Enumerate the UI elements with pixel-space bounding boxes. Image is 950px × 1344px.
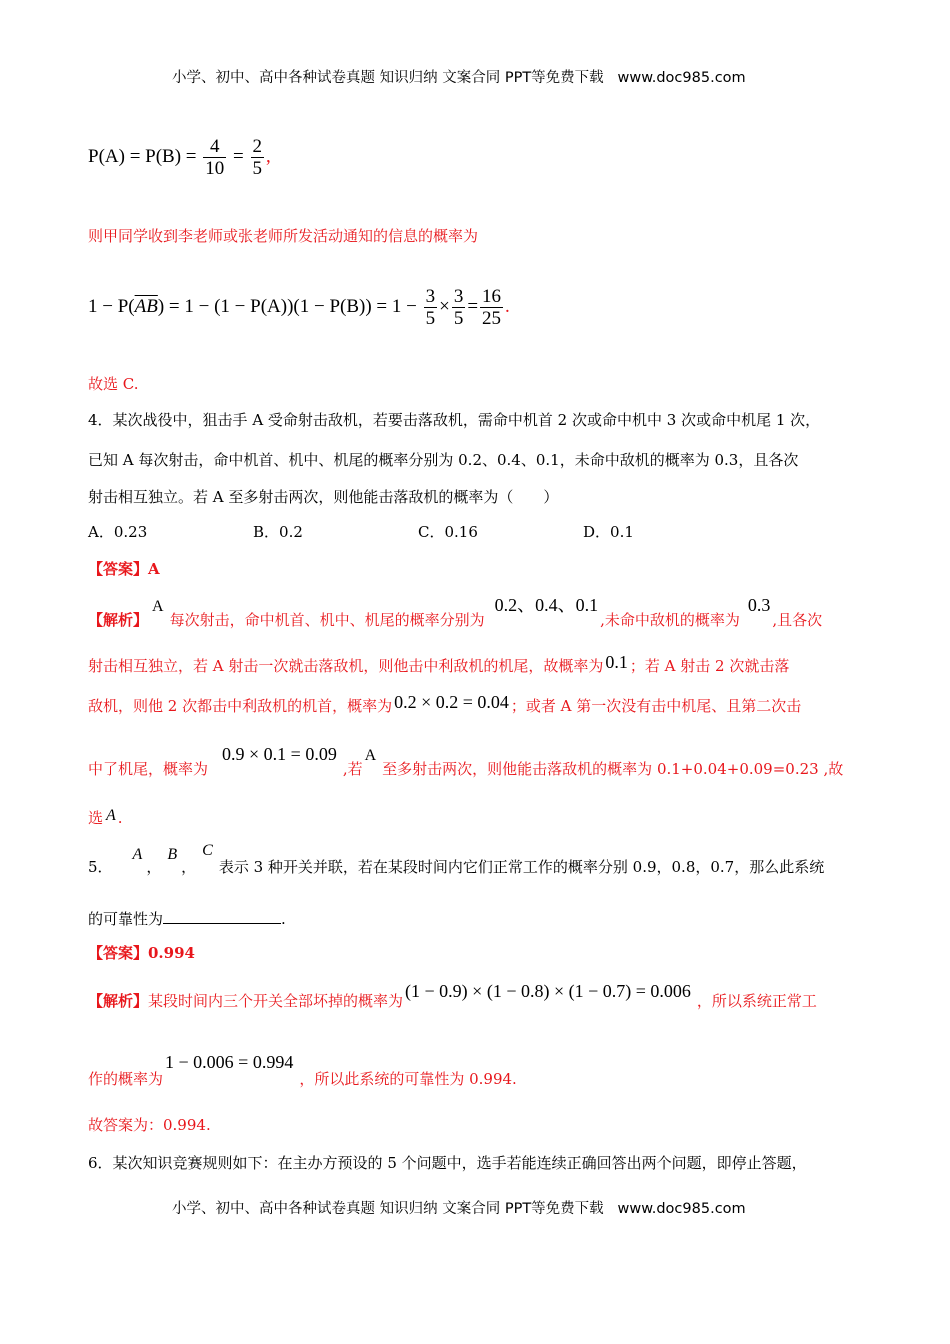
sep: ， [181, 858, 197, 876]
q4-answer: 【答案】A [88, 560, 160, 578]
q5-number: 5． [88, 858, 113, 876]
fraction-16-25 [480, 286, 503, 329]
q5-stem-text: 的可靠性为 [88, 910, 164, 928]
expl-text: ；若 A 射击 2 次就击落 [629, 657, 790, 675]
q6-stem-line1: 6．某次知识竞赛规则如下：在主办方预设的 5 个问题中，选手若能连续正确回答出两个问题，即停止答题， [88, 1154, 807, 1172]
expl-text: ,若 [342, 760, 363, 778]
q4-expl-line5 [88, 807, 123, 828]
eq2-lhs-post: ) = 1 − (1 − P(A))(1 − P(B)) = 1 − [157, 295, 417, 317]
expl-text: 敌机，则他 2 次都击中利敌机的机首，概率为 [88, 697, 393, 715]
var-b: B [167, 846, 178, 863]
frac-den: 25 [482, 308, 502, 329]
q5-expl-line1 [88, 981, 817, 1011]
equation-pa-pb [88, 136, 271, 179]
math-0-994: 1 − 0.006 = 0.994 [165, 1052, 294, 1072]
math-product: (1 − 0.9) × (1 − 0.8) × (1 − 0.7) = 0.006 [405, 981, 691, 1001]
footer-site: www.doc985.com [617, 1201, 746, 1217]
math-0-3: 0.3 [747, 595, 771, 615]
q5-expl-line2 [88, 1052, 517, 1089]
q5-stem-line2 [88, 908, 286, 929]
frac-den: 10 [205, 158, 225, 179]
math-a: A [152, 598, 164, 615]
frac-num: 2 [252, 136, 262, 157]
fraction-3-5-b [452, 286, 466, 329]
q4-expl-line1 [88, 595, 823, 631]
eq2-times: × [439, 295, 450, 317]
eq2-equals: = [467, 295, 479, 317]
eq2-tail: . [505, 295, 510, 317]
frac-den: 5 [425, 308, 436, 329]
math-0-1: 0.1 [605, 652, 628, 672]
q4-option-c: C．0.16 [418, 523, 478, 541]
answer-blank [163, 909, 281, 924]
frac-num: 3 [425, 286, 436, 307]
math-0-04: 0.2 × 0.2 = 0.04 [394, 692, 509, 712]
q5-stem-line1 [88, 842, 825, 877]
frac-num: 3 [453, 286, 464, 307]
math-a: A [364, 747, 377, 764]
expl-text: 中了机尾，概率为 [88, 760, 209, 778]
eq2-overline-ab: $\overline{AB}$ [134, 295, 158, 317]
fraction-3-5-a [424, 286, 438, 329]
eq2-lhs-pre: 1 − P( [88, 295, 135, 317]
q4-option-a: A．0.23 [88, 523, 148, 541]
q4-stem-line2: 已知 A 每次射击，命中机首、机中、机尾的概率分别为 0.2、0.4、0.1，未命中敌机的概率为 0.3，且各次 [88, 451, 799, 469]
eq1-equals: = [233, 145, 244, 167]
math-0-09: 0.9 × 0.1 = 0.09 [222, 744, 337, 764]
expl-text: ，所以此系统的可靠性为 0.994. [299, 1070, 517, 1088]
eq1-tail: , [266, 145, 271, 167]
equation-complement [88, 286, 510, 329]
q4-expl-line2 [88, 652, 790, 676]
q5-stem-end: . [281, 910, 286, 928]
math-a-italic: A [106, 807, 116, 824]
fraction-4-10 [203, 136, 226, 179]
q4-stem-line3: 射击相互独立。若 A 至多射击两次，则他能击落敌机的概率为（ ） [88, 488, 559, 506]
q4-stem-line1: 4．某次战役中，狙击手 A 受命射击敌机，若要击落敌机，需命中机首 2 次或命中机中 3 次或命中机尾 1 次， [88, 411, 821, 429]
frac-den: 5 [453, 308, 464, 329]
q5-stem-text: 表示 3 种开关并联，若在某段时间内它们正常工作的概率分别 0.9，0.8，0.7，那么此系统 [218, 858, 825, 876]
q3-explanation-line: 则甲同学收到李老师或张老师所发活动通知的信息的概率为 [88, 227, 479, 245]
expl-text: ，所以系统正常工 [696, 992, 817, 1010]
frac-num: 16 [482, 286, 502, 307]
expl-text: ,且各次 [772, 611, 823, 629]
header-text: 小学、初中、高中各种试卷真题 知识归纳 文案合同 PPT等免费下载 [172, 70, 604, 86]
q4-option-d: D．0.1 [583, 523, 634, 541]
fraction-2-5 [251, 136, 265, 179]
q5-answer: 【答案】0.994 [88, 944, 195, 962]
frac-den: 5 [252, 158, 262, 179]
page-footer [172, 1197, 746, 1218]
expl-text: 某段时间内三个开关全部坏掉的概率为 [148, 992, 404, 1010]
expl-text: ；或者 A 第一次没有击中机尾、且第二次击 [510, 697, 802, 715]
expl-text: 射击相互独立，若 A 射击一次就击落敌机，则他击中利敌机的机尾，故概率为 [88, 657, 604, 675]
math-probs: 0.2、0.4、0.1 [494, 595, 599, 615]
expl-tag: 【解析】 [88, 992, 149, 1010]
frac-num: 4 [203, 136, 226, 158]
page-header [172, 66, 746, 87]
q3-conclusion: 故选 C. [88, 375, 139, 393]
expl-text: 选 [88, 809, 104, 827]
expl-text: . [117, 809, 123, 827]
header-site: www.doc985.com [617, 70, 746, 86]
expl-text: 作的概率为 [88, 1070, 164, 1088]
footer-text: 小学、初中、高中各种试卷真题 知识归纳 文案合同 PPT等免费下载 [172, 1201, 604, 1217]
var-c: C [202, 842, 213, 859]
sep: ， [146, 858, 162, 876]
expl-text: 每次射击，命中机首、机中、机尾的概率分别为 [169, 611, 485, 629]
q4-expl-line4 [88, 744, 844, 779]
expl-text: 至多射击两次，则他能击落敌机的概率为 0.1+0.04+0.09=0.23 ,故 [382, 760, 844, 778]
expl-text: ,未命中敌机的概率为 [600, 611, 740, 629]
q4-expl-line3 [88, 692, 802, 716]
eq1-lhs: P(A) = P(B) = [88, 145, 197, 167]
expl-tag: 【解析】 [88, 611, 149, 629]
var-a: A [132, 846, 143, 863]
q5-final: 故答案为：0.994. [88, 1116, 211, 1134]
q4-option-b: B．0.2 [253, 523, 303, 541]
